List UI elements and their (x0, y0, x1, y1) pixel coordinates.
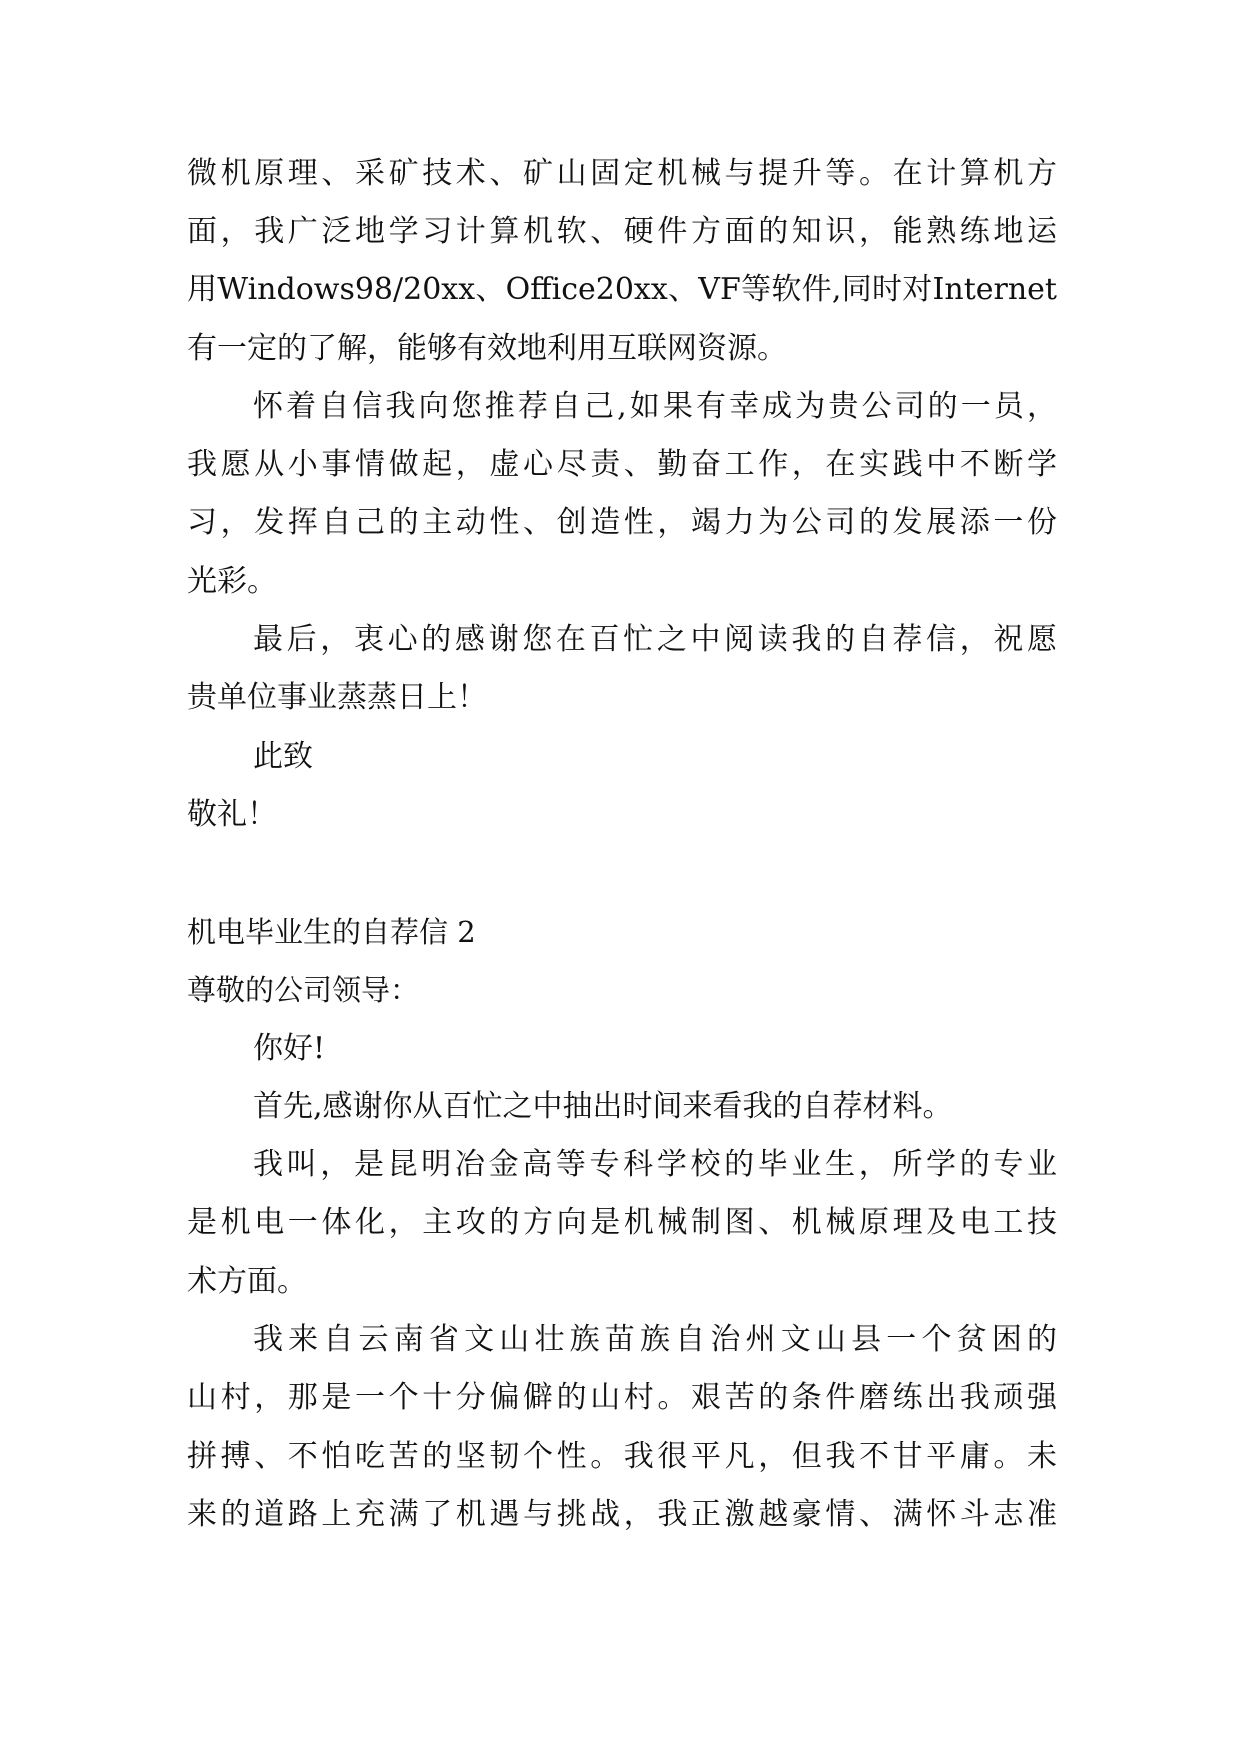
letter-2-paragraph-b-line-3: 拼搏、不怕吃苦的坚韧个性。我很平凡，但我不甘平庸。未 (187, 1439, 1057, 1474)
letter-2-paragraph-a-line-3: 术方面。 (187, 1264, 307, 1299)
letter-2-greeting: 你好! (253, 1031, 326, 1066)
paragraph-1-line-1: 微机原理、采矿技术、矿山固定机械与提升等。在计算机方 (187, 156, 1057, 191)
letter-2-title: 机电毕业生的自荐信 2 (187, 915, 476, 949)
paragraph-2-line-2: 我愿从小事情做起，虚心尽责、勤奋工作，在实践中不断学 (187, 447, 1057, 482)
closing-cizhi: 此致 (253, 739, 313, 774)
letter-2-paragraph-a-line-2: 是机电一体化，主攻的方向是机械制图、机械原理及电工技 (187, 1205, 1057, 1240)
paragraph-1-line-4: 有一定的了解，能够有效地利用互联网资源。 (187, 331, 787, 366)
paragraph-2-line-3: 习，发挥自己的主动性、创造性，竭力为公司的发展添一份 (187, 505, 1057, 540)
letter-2-paragraph-a-line-1: 我叫，是昆明冶金高等专科学校的毕业生，所学的专业 (253, 1147, 1057, 1182)
letter-2-intro: 首先,感谢你从百忙之中抽出时间来看我的自荐材料。 (253, 1089, 953, 1124)
letter-2-paragraph-b-line-4: 来的道路上充满了机遇与挑战，我正激越豪情、满怀斗志准 (187, 1497, 1057, 1532)
letter-2-paragraph-b-line-2: 山村，那是一个十分偏僻的山村。艰苦的条件磨练出我顽强 (187, 1380, 1057, 1415)
letter-2-salutation: 尊敬的公司领导： (187, 973, 420, 1007)
paragraph-3-line-1: 最后，衷心的感谢您在百忙之中阅读我的自荐信，祝愿 (253, 622, 1057, 657)
letter-2-paragraph-b-line-1: 我来自云南省文山壮族苗族自治州文山县一个贫困的 (253, 1322, 1057, 1357)
paragraph-1-line-2: 面，我广泛地学习计算机软、硬件方面的知识，能熟练地运 (187, 214, 1057, 249)
paragraph-1-line-3: 用Windows98/20xx、Office20xx、VF等软件,同时对Internet (187, 272, 1057, 307)
paragraph-2-line-1: 怀着自信我向您推荐自己,如果有幸成为贵公司的一员， (253, 389, 1057, 424)
paragraph-3-line-2: 贵单位事业蒸蒸日上！ (187, 680, 487, 715)
paragraph-2-line-4: 光彩。 (187, 564, 277, 599)
closing-jingli: 敬礼！ (187, 797, 277, 832)
